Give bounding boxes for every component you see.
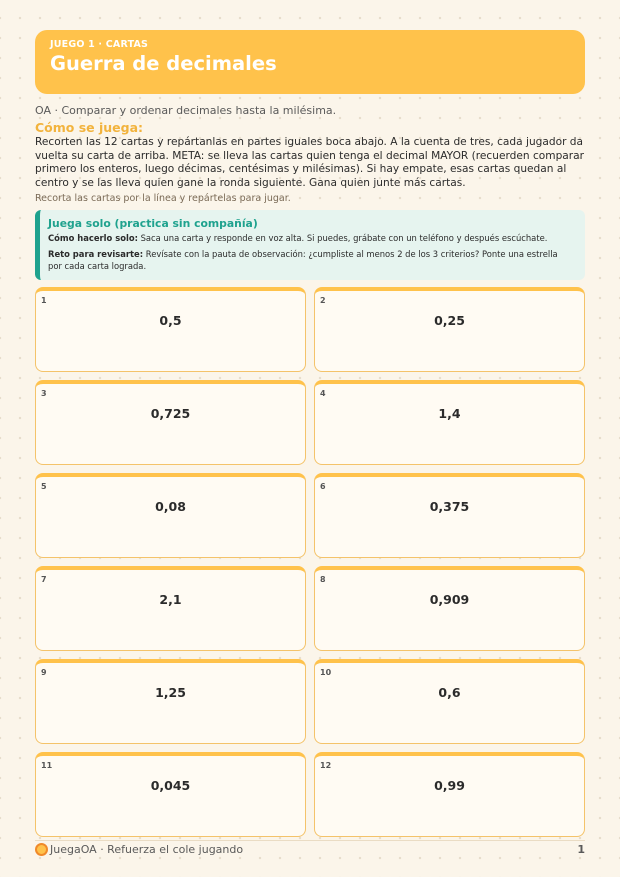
- card-value: 0,5: [159, 313, 182, 328]
- card-3: [35, 380, 306, 465]
- card-value: 0,08: [155, 499, 186, 514]
- solo-review-line: [48, 248, 570, 272]
- card-7: [35, 566, 306, 651]
- footer-divider: [35, 840, 585, 841]
- card-value: 0,375: [429, 499, 470, 514]
- card-number: 6: [320, 482, 326, 491]
- card-10: [314, 659, 585, 744]
- card-value: 1,25: [155, 685, 186, 700]
- how-to-play-heading: Cómo se juega:: [35, 120, 144, 135]
- card-12: [314, 752, 585, 837]
- card-number: 7: [41, 575, 47, 584]
- card-value: 0,045: [150, 778, 191, 793]
- card-number: 3: [41, 389, 47, 398]
- cut-instruction: Recorta las cartas por la línea y repártelas para jugar.: [35, 193, 291, 204]
- card-number: 5: [41, 482, 47, 491]
- card-8: [314, 566, 585, 651]
- game-kicker: JUEGO 1 · CARTAS: [50, 39, 149, 50]
- card-number: 10: [320, 668, 332, 677]
- card-6: [314, 473, 585, 558]
- card-number: 2: [320, 296, 326, 305]
- card-2: [314, 287, 585, 372]
- card-1: [35, 287, 306, 372]
- card-number: 8: [320, 575, 326, 584]
- solo-how-text: Saca una carta y responde en voz alta. Si puedes, grábate con un teléfono y después escúchate.: [140, 233, 548, 243]
- card-value: 0,909: [429, 592, 470, 607]
- solo-how-label: Cómo hacerlo solo:: [48, 233, 138, 243]
- solo-how-line: [48, 233, 578, 244]
- card-value: 0,725: [150, 406, 191, 421]
- card-9: [35, 659, 306, 744]
- solo-play-box: [35, 210, 585, 280]
- solo-review-label: Reto para revisarte:: [48, 249, 144, 259]
- card-number: 4: [320, 389, 326, 398]
- card-value: 0,99: [434, 778, 465, 793]
- learning-objective: OA · Comparar y ordenar decimales hasta la milésima.: [35, 104, 337, 117]
- how-to-play-text: Recorten las 12 cartas y repártanlas en partes iguales boca abajo. A la cuenta de tres, cada jugador da vuelta su carta de arriba. META: se lleva las cartas quien tenga el decimal MAYOR (recuerden comparar primero los enteros, luego décimas, centésimas y milésimas). Si hay empate, esas cartas quedan al centro y se las lleva quien gane la ronda siguiente. Gana quien junte más cartas.: [35, 136, 585, 189]
- brand-logo-icon: [35, 843, 48, 856]
- page-title: Guerra de decimales: [50, 52, 277, 75]
- card-4: [314, 380, 585, 465]
- page-number: 1: [577, 843, 585, 856]
- card-value: 2,1: [159, 592, 182, 607]
- card-number: 1: [41, 296, 47, 305]
- card-number: 11: [41, 761, 53, 770]
- solo-heading: Juega solo (practica sin compañía): [48, 217, 258, 230]
- card-value: 0,25: [434, 313, 465, 328]
- card-number: 12: [320, 761, 332, 770]
- card-5: [35, 473, 306, 558]
- header-banner: [35, 30, 585, 94]
- card-value: 0,6: [438, 685, 461, 700]
- card-number: 9: [41, 668, 47, 677]
- footer-brand: JuegaOA · Refuerza el cole jugando: [50, 843, 244, 856]
- solo-review-text: Revísate con la pauta de observación: ¿cumpliste al menos 2 de los 3 criterios? Ponte una estrella por cada carta lograda.: [48, 249, 558, 271]
- card-value: 1,4: [438, 406, 461, 421]
- card-11: [35, 752, 306, 837]
